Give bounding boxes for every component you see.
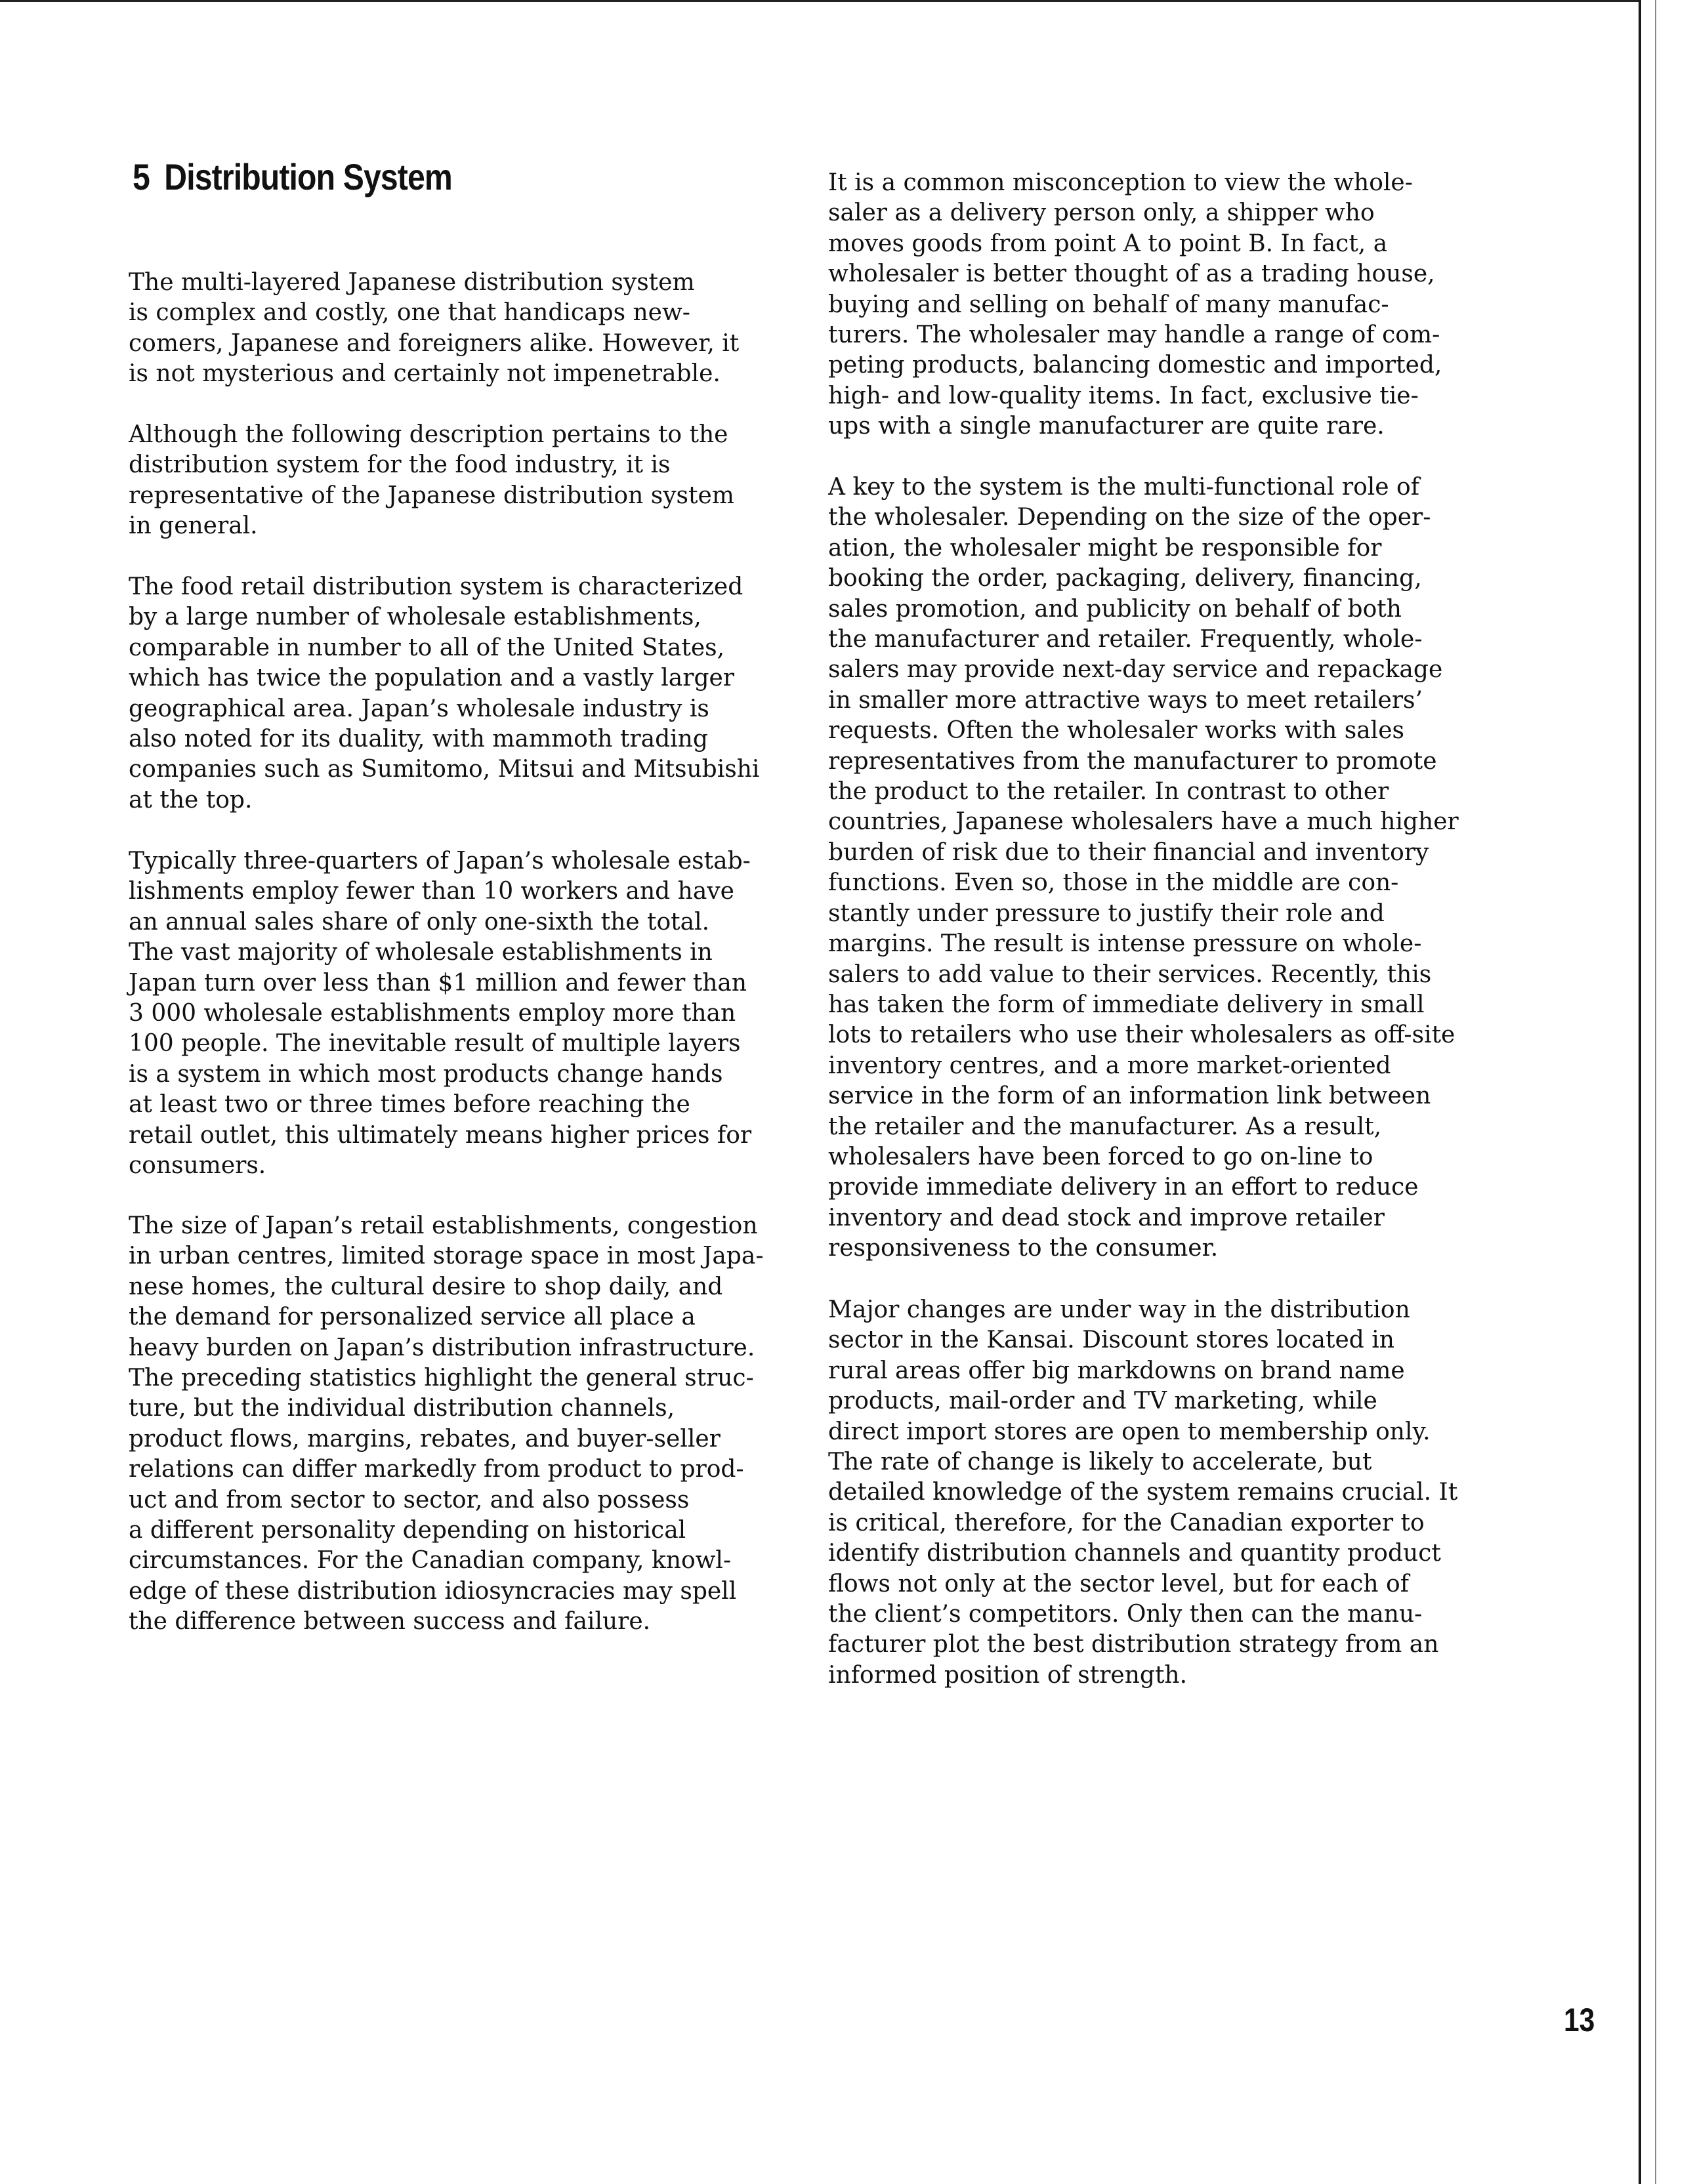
paragraph-left-2 [129,420,734,542]
text-line: lots to retailers who use their wholesalers as off-site [828,1021,1455,1049]
text-line: It is a common misconception to view the whole- [828,169,1413,196]
text-line: The multi-layered Japanese distribution system [129,269,695,296]
text-line: the retailer and the manufacturer. As a result, [828,1113,1382,1140]
text-line: Japan turn over less than $1 million and fewer than [129,969,747,997]
text-line: is complex and costly, one that handicaps new- [129,299,690,327]
text-line: is a system in which most products change hands [129,1060,723,1088]
text-line: high- and low-quality items. In fact, exclusive tie- [828,382,1419,409]
text-line: rural areas offer big markdowns on brand name [828,1357,1405,1384]
text-line: the manufacturer and retailer. Frequently, whole- [828,626,1423,653]
text-line: uct and from sector to sector, and also possess [129,1486,690,1514]
text-line: has taken the form of immediate delivery in small [828,991,1425,1018]
text-line: identify distribution channels and quantity product [828,1540,1441,1567]
paragraph-left-5 [129,1211,763,1638]
text-line: burden of risk due to their financial and inventory [828,838,1429,866]
text-line: sales promotion, and publicity on behalf of both [828,595,1402,623]
text-line: nese homes, the cultural desire to shop daily, and [129,1273,723,1300]
text-line: products, mail-order and TV marketing, while [828,1388,1377,1415]
text-line: inventory centres, and a more market-oriented [828,1052,1391,1079]
section-heading [133,156,452,197]
text-line: Major changes are under way in the distribution [828,1296,1410,1323]
paragraph-left-3 [129,572,759,815]
text-line: moves goods from point A to point B. In fact, a [828,230,1388,257]
text-line: lishments employ fewer than 10 workers and have [129,878,734,905]
text-line: turers. The wholesaler may handle a range of com- [828,321,1440,349]
text-line: the product to the retailer. In contrast to other [828,778,1389,806]
text-line: sector in the Kansai. Discount stores located in [828,1327,1394,1354]
text-line: direct import stores are open to membership only. [828,1418,1431,1445]
paragraph-left-1 [129,268,739,390]
text-line: facturer plot the best distribution strategy from an [828,1631,1439,1659]
text-line: margins. The result is intense pressure on whole- [828,930,1422,958]
text-line: detailed knowledge of the system remains crucial. It [828,1479,1458,1506]
text-line: by a large number of wholesale establishments, [129,604,701,631]
text-line: circumstances. For the Canadian company, knowl- [129,1547,732,1575]
text-line: responsiveness to the consumer. [828,1235,1219,1262]
text-line: heavy burden on Japan’s distribution infrastructure. [129,1334,755,1361]
scan-edge-right [1639,0,1641,2184]
text-line: geographical area. Japan’s wholesale industry is [129,695,709,722]
text-line: flows not only at the sector level, but for each of [828,1570,1410,1597]
text-line: consumers. [129,1152,266,1180]
text-line: an annual sales share of only one-sixth the total. [129,908,710,936]
page-number: 13 [1564,2002,1595,2038]
text-line: the difference between success and failure. [129,1608,651,1636]
text-line: also noted for its duality, with mammoth trading [129,726,708,753]
text-line: at the top. [129,786,253,814]
text-line: comparable in number to all of the United States, [129,634,725,661]
text-line: in urban centres, limited storage space in most Japa- [129,1243,764,1270]
text-line: informed position of strength. [828,1661,1188,1689]
text-line: the client’s competitors. Only then can the manu- [828,1601,1423,1628]
text-line: The vast majority of wholesale establishments in [129,939,713,966]
text-line: is critical, therefore, for the Canadian exporter to [828,1509,1425,1536]
section-title: Distribution System [164,156,452,197]
text-line: representatives from the manufacturer to promote [828,747,1437,775]
text-line: functions. Even so, those in the middle are con- [828,869,1399,897]
text-line: booking the order, packaging, delivery, financing, [828,565,1422,592]
text-line: buying and selling on behalf of many manufac- [828,291,1389,318]
text-line: Although the following description pertains to the [129,421,728,448]
text-line: stantly under pressure to justify their role and [828,899,1385,927]
text-line: ation, the wholesaler might be responsible for [828,534,1382,562]
text-line: in general. [129,512,258,540]
text-line: wholesalers have been forced to go on-line to [828,1143,1373,1170]
text-line: The size of Japan’s retail establishments, congestion [129,1212,758,1239]
text-line: Typically three-quarters of Japan’s wholesale estab- [129,848,751,875]
text-line: requests. Often the wholesaler works with sales [828,717,1404,745]
text-line: comers, Japanese and foreigners alike. However, it [129,329,740,357]
text-line: The food retail distribution system is characterized [129,573,743,600]
text-line: distribution system for the food industry, it is [129,451,671,479]
paragraph-left-4 [129,846,751,1181]
paragraph-right-3 [828,1295,1457,1691]
text-line: relations can differ markedly from product to prod- [129,1456,744,1483]
text-line: companies such as Sumitomo, Mitsui and Mitsubishi [129,756,760,783]
text-line: wholesaler is better thought of as a trading house, [828,260,1435,288]
text-line: representative of the Japanese distribution system [129,482,734,509]
scan-edge-right-outer [1655,0,1656,2184]
text-line: 100 people. The inevitable result of multiple layers [129,1030,741,1058]
text-line: inventory and dead stock and improve retailer [828,1204,1385,1231]
text-line: saler as a delivery person only, a shipper who [828,199,1375,227]
paragraph-right-1 [828,168,1442,442]
text-line: service in the form of an information link between [828,1082,1431,1110]
text-line: at least two or three times before reaching the [129,1091,690,1119]
text-line: The rate of change is likely to accelerate, but [828,1449,1372,1476]
text-line: retail outlet, this ultimately means higher prices for [129,1121,752,1149]
text-line: ture, but the individual distribution channels, [129,1395,675,1422]
text-line: countries, Japanese wholesalers have a much higher [828,808,1459,836]
text-line: A key to the system is the multi-functional role of [828,474,1420,501]
text-line: 3 000 wholesale establishments employ more than [129,1000,736,1027]
text-line: product flows, margins, rebates, and buyer-seller [129,1425,721,1453]
text-line: salers to add value to their services. Recently, this [828,960,1432,988]
text-line: ups with a single manufacturer are quite rare. [828,413,1385,440]
text-line: the demand for personalized service all place a [129,1304,696,1331]
text-line: peting products, balancing domestic and imported, [828,352,1442,379]
text-line: a different personality depending on historical [129,1517,686,1544]
text-line: in smaller more attractive ways to meet retailers’ [828,686,1423,714]
text-line: the wholesaler. Depending on the size of the oper- [828,504,1431,531]
text-line: is not mysterious and certainly not impenetrable. [129,360,721,388]
text-line: which has twice the population and a vastly larger [129,665,735,692]
text-line: edge of these distribution idiosyncracies may spell [129,1577,737,1605]
section-number: 5 [133,156,150,197]
scan-edge-top [0,0,1641,2]
paragraph-right-2 [828,472,1459,1264]
text-line: The preceding statistics highlight the general struc- [129,1365,754,1392]
text-line: salers may provide next-day service and repackage [828,656,1443,684]
text-line: provide immediate delivery in an effort to reduce [828,1174,1419,1201]
